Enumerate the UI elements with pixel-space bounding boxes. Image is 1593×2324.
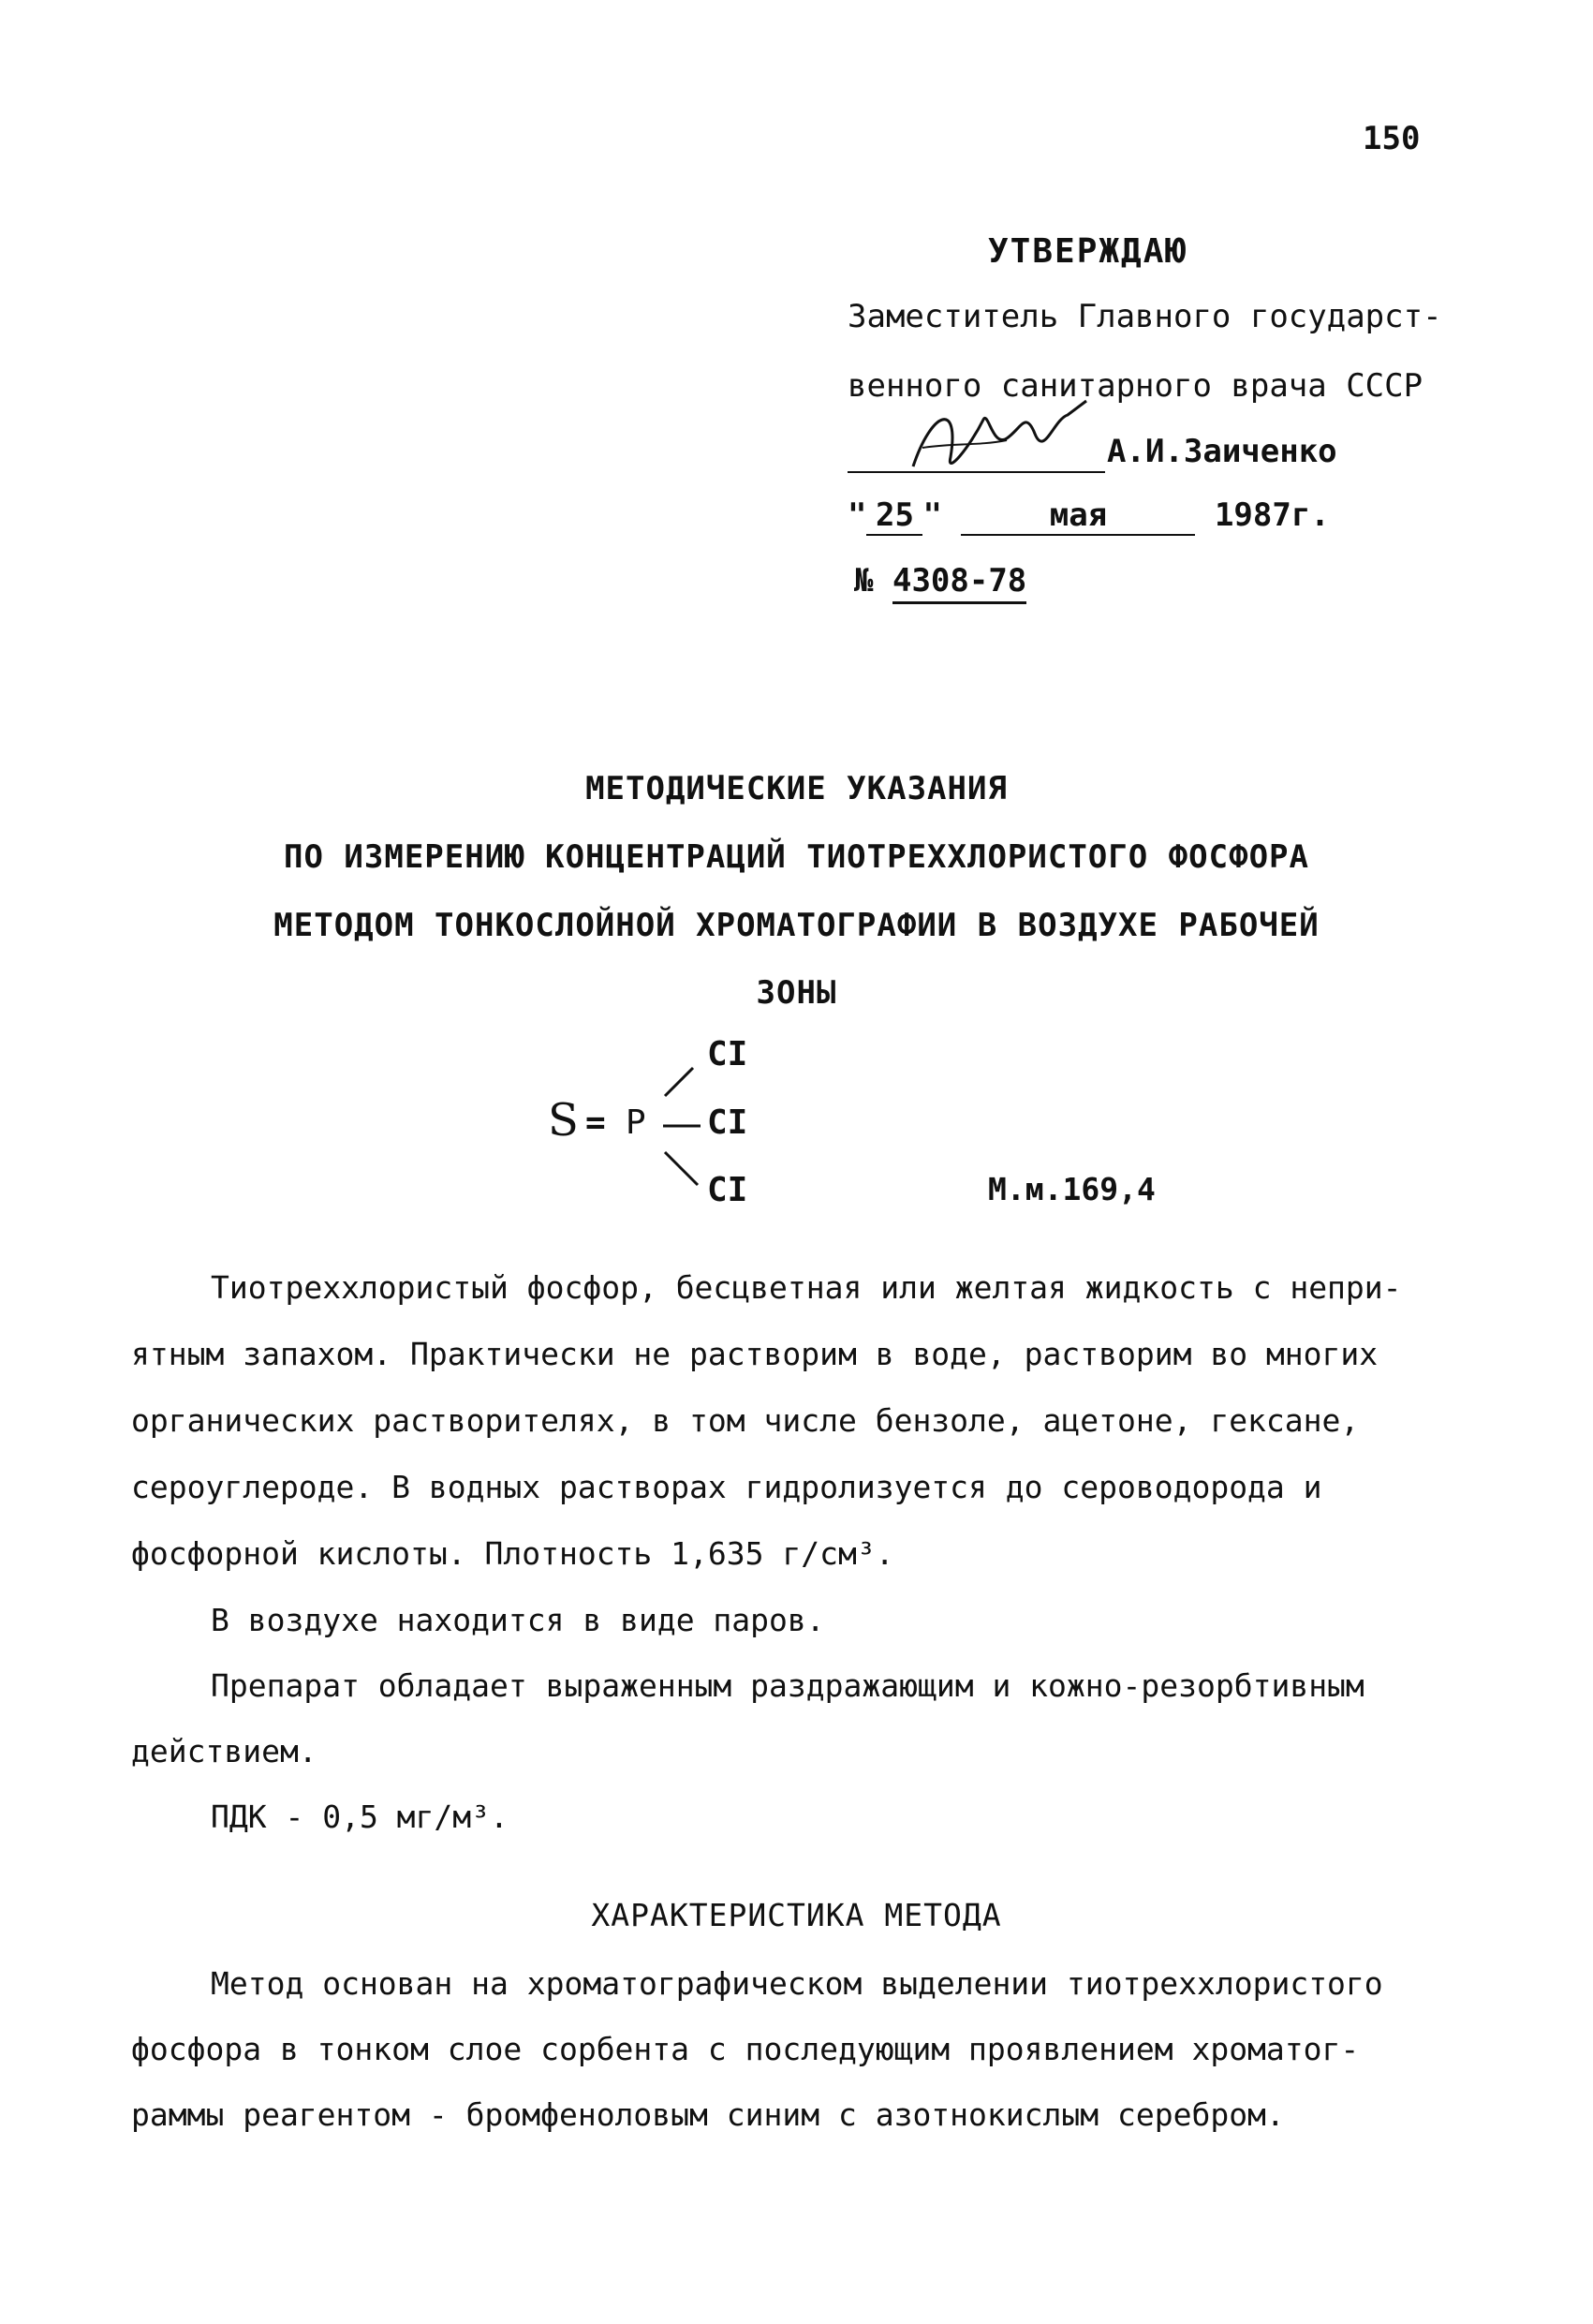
reg-number: 4308-78 <box>892 562 1026 604</box>
body-p1-line5: фосфорной кислоты. Плотность 1,635 г/см³. <box>131 1535 894 1572</box>
approval-date <box>848 496 1330 536</box>
approval-position-line1: Заместитель Главного государст- <box>848 298 1442 335</box>
formula-chlorine-2: CI <box>707 1103 748 1142</box>
approval-position-line2: венного санитарного врача СССР <box>848 367 1423 405</box>
body-p2: В воздухе находится в виде паров. <box>211 1602 825 1638</box>
date-month: мая <box>961 496 1195 536</box>
page-number: 150 <box>1363 120 1421 157</box>
section-heading: ХАРАКТЕРИСТИКА МЕТОДА <box>591 1897 1002 1933</box>
doc-title-line4: ЗОНЫ <box>756 974 837 1012</box>
doc-title-line3: МЕТОДОМ ТОНКОСЛОЙНОЙ ХРОМАТОГРАФИИ В ВОЗДУХЕ РАБОЧЕЙ <box>273 907 1320 944</box>
formula-sulfur: S <box>548 1094 579 1147</box>
doc-title-line2: ПО ИЗМЕРЕНИЮ КОНЦЕНТРАЦИЙ ТИОТРЕХХЛОРИСТОГО ФОСФОРА <box>284 838 1309 876</box>
section-line2: фосфора в тонком слое сорбента с последующим проявлением хроматог- <box>131 2031 1360 2067</box>
approval-heading: УТВЕРЖДАЮ <box>988 232 1188 271</box>
formula-phosphorus: P <box>626 1103 646 1142</box>
section-line1: Метод основан на хроматографическом выделении тиотреххлористого <box>211 1965 1383 2002</box>
doc-title-line1: МЕТОДИЧЕСКИЕ УКАЗАНИЯ <box>585 770 1008 807</box>
date-year: 1987г. <box>1214 496 1330 534</box>
signature-line <box>848 471 1105 473</box>
formula-chlorine-3: CI <box>707 1171 748 1209</box>
body-p1-line1: Тиотреххлористый фосфор, бесцветная или желтая жидкость с непри- <box>211 1269 1402 1306</box>
body-p1-line2: ятным запахом. Практически не растворим в воде, растворим во многих <box>131 1336 1379 1372</box>
body-p1-line4: сероуглероде. В водных растворах гидролизуется до сероводорода и <box>131 1469 1322 1505</box>
body-p4: ПДК - 0,5 мг/м³. <box>211 1799 509 1835</box>
body-p3-line1: Препарат обладает выраженным раздражающим и кожно-резорбтивным <box>211 1667 1364 1704</box>
date-day: 25 <box>866 496 922 536</box>
body-p1-line3: органических растворителях, в том числе бензоле, ацетоне, гексане, <box>131 1402 1360 1439</box>
formula-double-bond: = <box>585 1103 606 1142</box>
formula-chlorine-1: CI <box>707 1035 748 1073</box>
section-line3: раммы реагентом - бромфеноловым синим с азотнокислым серебром. <box>131 2096 1285 2133</box>
formula-bonds-icon <box>656 1058 712 1208</box>
date-quote-open: " <box>848 496 867 534</box>
date-quote-close: " <box>922 496 942 534</box>
molecular-weight: М.м.169,4 <box>988 1171 1156 1207</box>
registration-number <box>854 562 1026 600</box>
reg-prefix: № <box>854 562 874 600</box>
approver-name: А.И.Заиченко <box>1107 433 1337 470</box>
body-p3-line2: действием. <box>131 1733 317 1769</box>
